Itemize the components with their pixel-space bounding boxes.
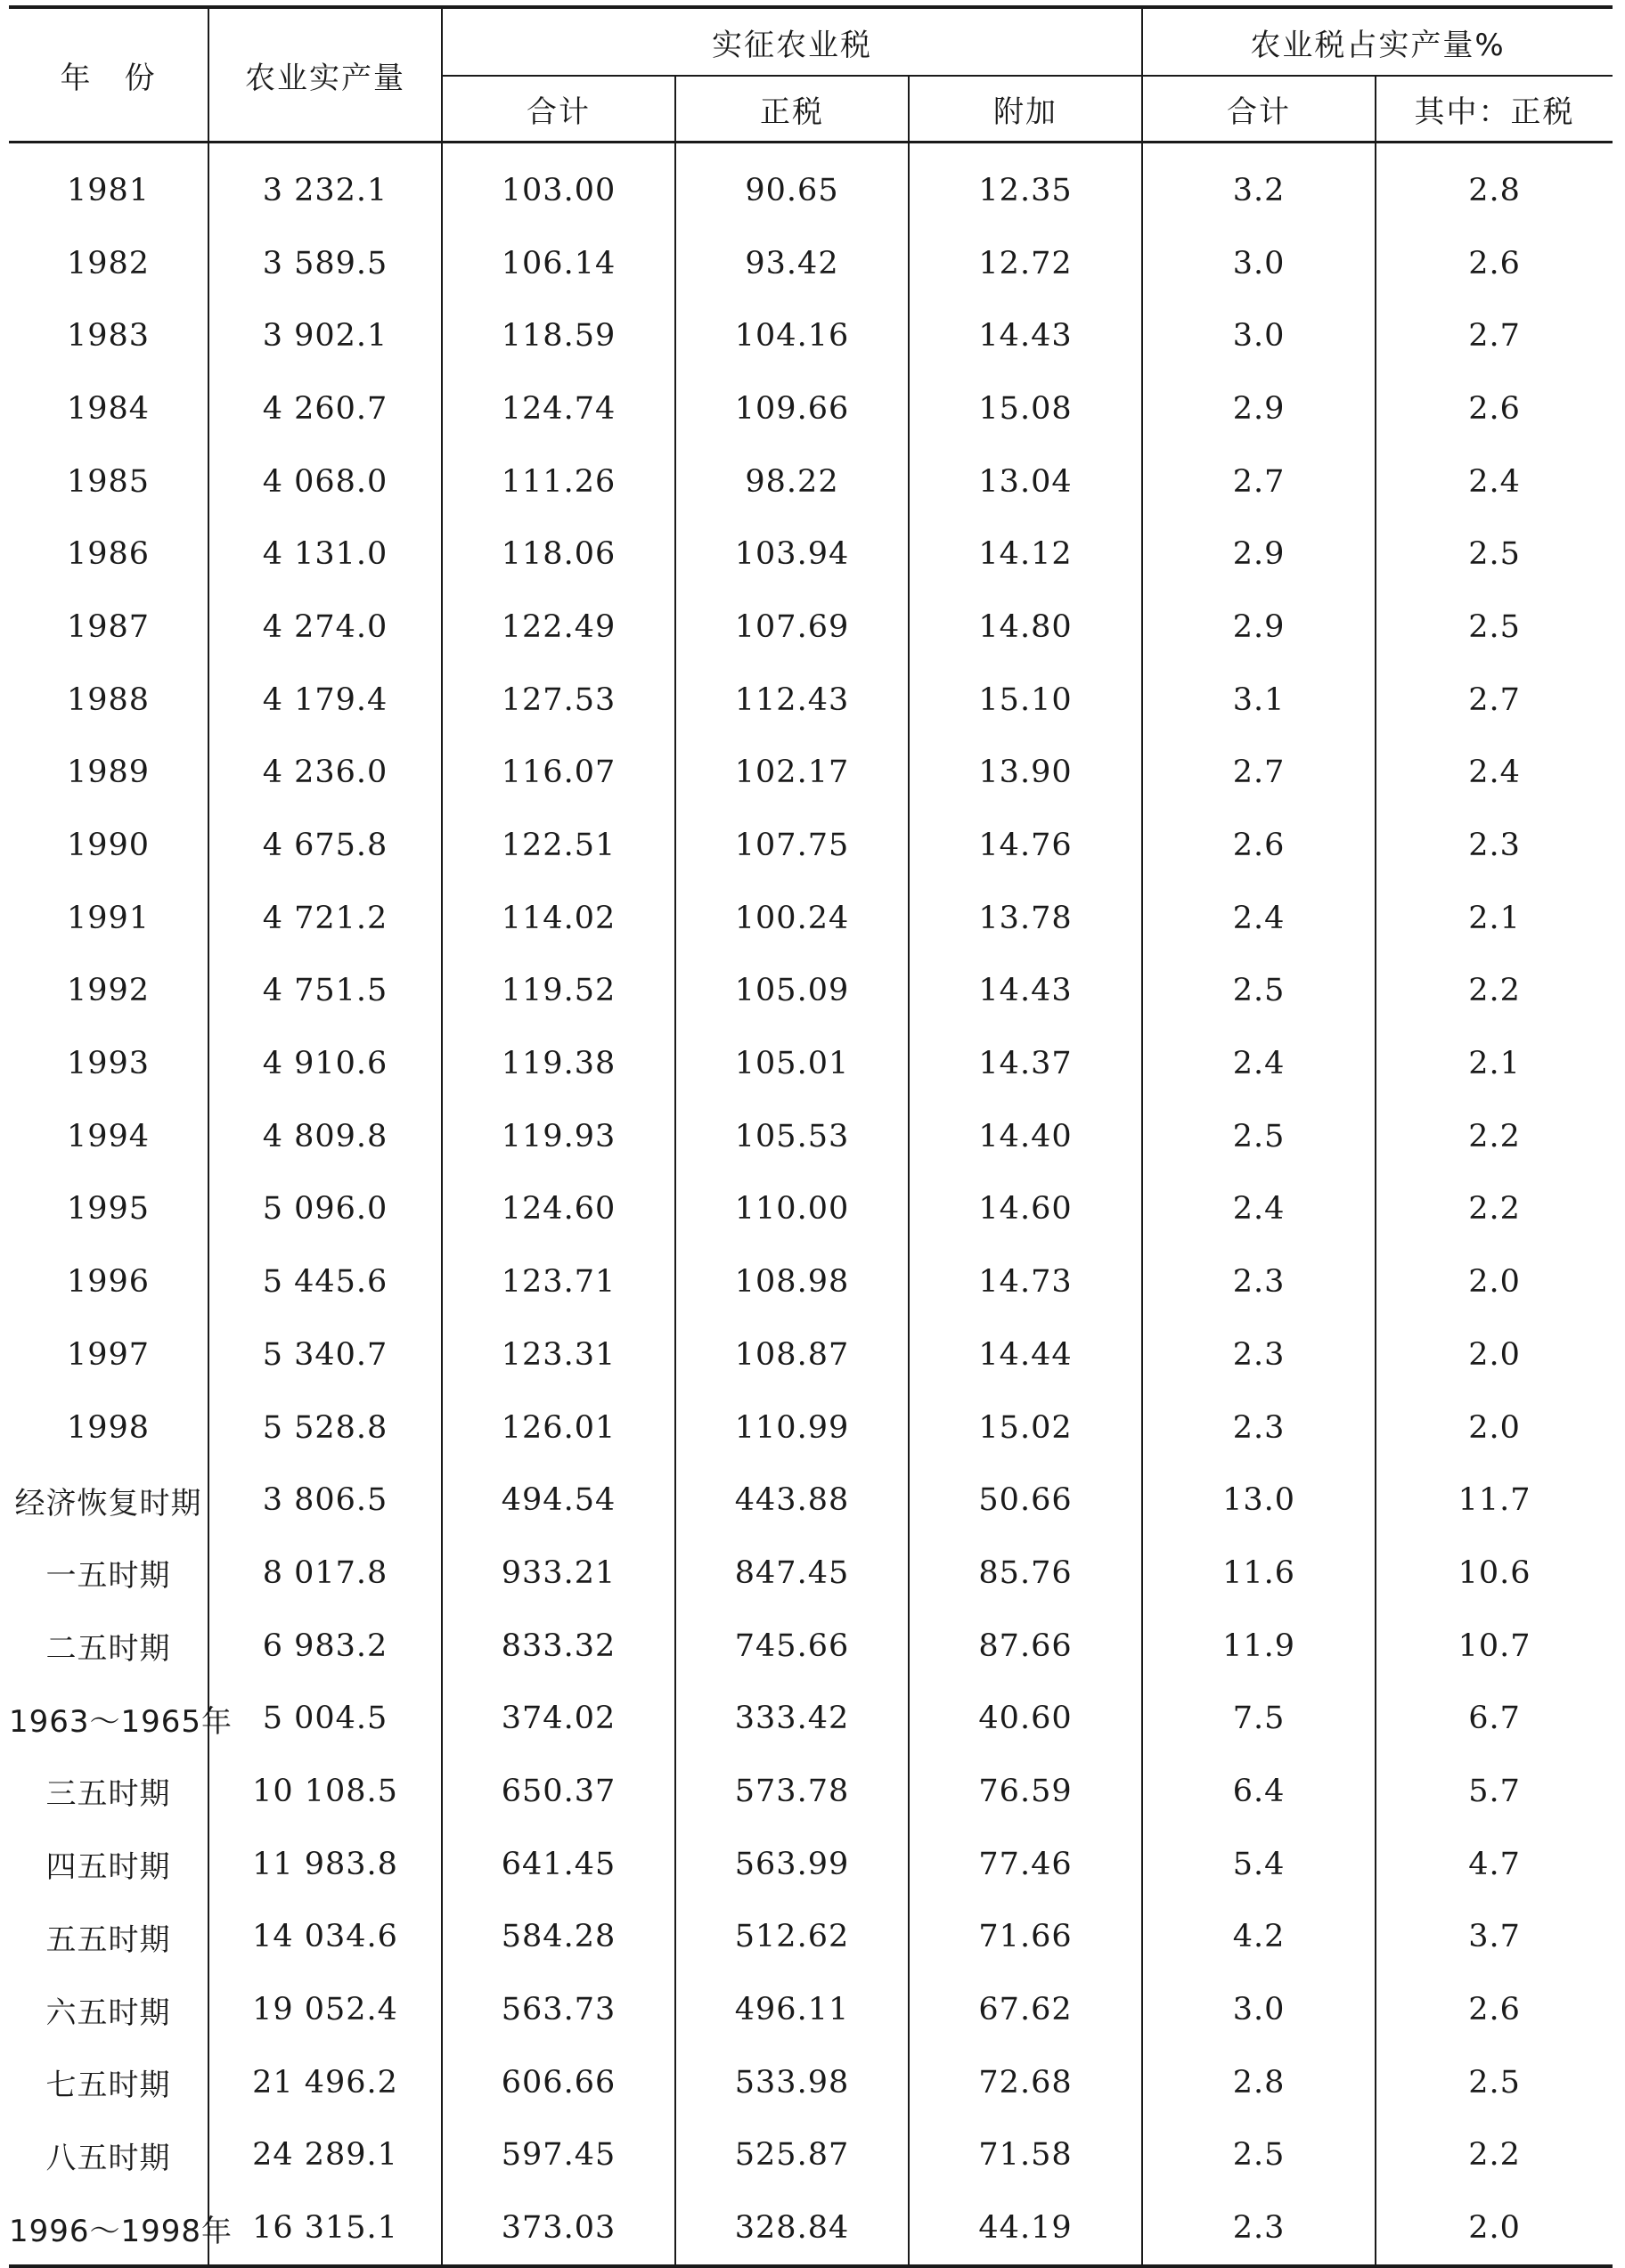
table-row bbox=[9, 518, 1613, 591]
tax-main-cell: 847.45 bbox=[675, 1537, 909, 1610]
pct-total-cell: 5.4 bbox=[1142, 1828, 1376, 1901]
tax-total-cell: 119.38 bbox=[442, 1027, 675, 1100]
year-label-cell: 1996～1998年 bbox=[9, 2213, 233, 2249]
tax-surcharge-cell: 40.60 bbox=[909, 1682, 1142, 1755]
tax-total-cell: 124.74 bbox=[442, 372, 675, 445]
pct-total-cell: 11.6 bbox=[1142, 1537, 1376, 1610]
tax-main-cell: 90.65 bbox=[675, 143, 909, 227]
pct-main-cell: 2.2 bbox=[1376, 1100, 1613, 1173]
year-label-cell: 1984 bbox=[66, 390, 151, 427]
table-row bbox=[9, 1610, 1613, 1683]
agri-output-cell: 5 096.0 bbox=[208, 1173, 442, 1246]
tax-surcharge-cell: 12.72 bbox=[909, 227, 1142, 300]
pct-main-cell: 6.7 bbox=[1376, 1682, 1613, 1755]
pct-main-cell: 2.4 bbox=[1376, 737, 1613, 810]
year-label-cell: 五五时期 bbox=[45, 1921, 171, 1958]
table-row bbox=[9, 737, 1613, 810]
tax-main-cell: 745.66 bbox=[675, 1610, 909, 1683]
tax-main-cell: 102.17 bbox=[675, 737, 909, 810]
tax-surcharge-cell: 14.60 bbox=[909, 1173, 1142, 1246]
pct-main-cell: 2.4 bbox=[1376, 445, 1613, 518]
tax-total-cell: 119.93 bbox=[442, 1100, 675, 1173]
pct-total-cell: 2.3 bbox=[1142, 1245, 1376, 1318]
header-agri-output: 农业实产量 bbox=[208, 7, 442, 143]
table-row bbox=[9, 2191, 1613, 2266]
table-row bbox=[9, 445, 1613, 518]
tax-main-cell: 93.42 bbox=[675, 227, 909, 300]
tax-main-cell: 100.24 bbox=[675, 882, 909, 955]
pct-total-cell: 11.9 bbox=[1142, 1610, 1376, 1683]
pct-main-cell: 2.0 bbox=[1376, 1391, 1613, 1464]
table-header bbox=[9, 7, 1613, 143]
agri-output-cell: 4 260.7 bbox=[208, 372, 442, 445]
year-label-cell: 1988 bbox=[66, 681, 151, 718]
table-row bbox=[9, 1828, 1613, 1901]
tax-total-cell: 126.01 bbox=[442, 1391, 675, 1464]
table-row bbox=[9, 143, 1613, 227]
agri-output-cell: 14 034.6 bbox=[208, 1901, 442, 1974]
tax-total-cell: 106.14 bbox=[442, 227, 675, 300]
year-label-cell: 1982 bbox=[66, 245, 151, 281]
tax-total-cell: 374.02 bbox=[442, 1682, 675, 1755]
tax-main-cell: 512.62 bbox=[675, 1901, 909, 1974]
agri-output-cell: 4 236.0 bbox=[208, 737, 442, 810]
pct-main-cell: 2.1 bbox=[1376, 882, 1613, 955]
tax-total-cell: 119.52 bbox=[442, 955, 675, 1028]
pct-total-cell: 7.5 bbox=[1142, 1682, 1376, 1755]
agri-output-cell: 11 983.8 bbox=[208, 1828, 442, 1901]
agri-output-cell: 3 589.5 bbox=[208, 227, 442, 300]
pct-main-cell: 10.7 bbox=[1376, 1610, 1613, 1683]
tax-surcharge-cell: 71.66 bbox=[909, 1901, 1142, 1974]
year-label-cell: 1995 bbox=[66, 1191, 151, 1228]
agri-output-cell: 8 017.8 bbox=[208, 1537, 442, 1610]
agri-output-cell: 16 315.1 bbox=[208, 2191, 442, 2266]
tax-main-cell: 112.43 bbox=[675, 664, 909, 737]
agri-output-cell: 5 445.6 bbox=[208, 1245, 442, 1318]
pct-total-cell: 2.4 bbox=[1142, 1173, 1376, 1246]
tax-total-cell: 122.51 bbox=[442, 809, 675, 882]
tax-total-cell: 650.37 bbox=[442, 1755, 675, 1828]
year-label-cell: 四五时期 bbox=[45, 1849, 171, 1886]
table-row bbox=[9, 372, 1613, 445]
pct-main-cell: 2.2 bbox=[1376, 2119, 1613, 2192]
table-row bbox=[9, 1682, 1613, 1755]
pct-total-cell: 13.0 bbox=[1142, 1464, 1376, 1537]
tax-total-cell: 123.31 bbox=[442, 1318, 675, 1391]
table-body bbox=[9, 143, 1613, 2266]
tax-surcharge-cell: 14.12 bbox=[909, 518, 1142, 591]
pct-total-cell: 2.9 bbox=[1142, 518, 1376, 591]
pct-total-cell: 4.2 bbox=[1142, 1901, 1376, 1974]
tax-main-cell: 110.00 bbox=[675, 1173, 909, 1246]
tax-surcharge-cell: 87.66 bbox=[909, 1610, 1142, 1683]
pct-total-cell: 3.1 bbox=[1142, 664, 1376, 737]
tax-total-cell: 118.06 bbox=[442, 518, 675, 591]
pct-total-cell: 2.4 bbox=[1142, 1027, 1376, 1100]
year-label-cell: 1986 bbox=[66, 536, 151, 573]
tax-surcharge-cell: 15.10 bbox=[909, 664, 1142, 737]
tax-main-cell: 103.94 bbox=[675, 518, 909, 591]
table-row bbox=[9, 809, 1613, 882]
pct-main-cell: 2.2 bbox=[1376, 1173, 1613, 1246]
agri-output-cell: 21 496.2 bbox=[208, 2046, 442, 2119]
tax-main-cell: 108.98 bbox=[675, 1245, 909, 1318]
tax-total-cell: 124.60 bbox=[442, 1173, 675, 1246]
pct-total-cell: 2.4 bbox=[1142, 882, 1376, 955]
tax-surcharge-cell: 71.58 bbox=[909, 2119, 1142, 2192]
tax-total-cell: 118.59 bbox=[442, 299, 675, 372]
tax-main-cell: 328.84 bbox=[675, 2191, 909, 2266]
pct-main-cell: 2.8 bbox=[1376, 143, 1613, 227]
pct-main-cell: 11.7 bbox=[1376, 1464, 1613, 1537]
tax-surcharge-cell: 12.35 bbox=[909, 143, 1142, 227]
tax-total-cell: 122.49 bbox=[442, 591, 675, 664]
agri-output-cell: 24 289.1 bbox=[208, 2119, 442, 2192]
pct-total-cell: 2.3 bbox=[1142, 2191, 1376, 2266]
pct-main-cell: 2.6 bbox=[1376, 227, 1613, 300]
tax-surcharge-cell: 14.76 bbox=[909, 809, 1142, 882]
year-label-cell: 1992 bbox=[66, 973, 151, 1009]
tax-total-cell: 933.21 bbox=[442, 1537, 675, 1610]
table-row bbox=[9, 1973, 1613, 2046]
pct-total-cell: 3.0 bbox=[1142, 227, 1376, 300]
tax-surcharge-cell: 72.68 bbox=[909, 2046, 1142, 2119]
pct-total-cell: 2.5 bbox=[1142, 1100, 1376, 1173]
pct-total-cell: 2.7 bbox=[1142, 737, 1376, 810]
table-row bbox=[9, 1391, 1613, 1464]
agri-output-cell: 6 983.2 bbox=[208, 1610, 442, 1683]
tax-total-cell: 116.07 bbox=[442, 737, 675, 810]
agri-output-cell: 4 809.8 bbox=[208, 1100, 442, 1173]
header-tax-main: 正税 bbox=[675, 76, 909, 143]
agri-output-cell: 19 052.4 bbox=[208, 1973, 442, 2046]
year-label-cell: 1991 bbox=[66, 900, 151, 936]
pct-main-cell: 5.7 bbox=[1376, 1755, 1613, 1828]
pct-main-cell: 2.1 bbox=[1376, 1027, 1613, 1100]
table-row bbox=[9, 1027, 1613, 1100]
table-row bbox=[9, 2046, 1613, 2119]
tax-total-cell: 833.32 bbox=[442, 1610, 675, 1683]
year-label-cell: 1987 bbox=[66, 608, 151, 645]
tax-surcharge-cell: 14.43 bbox=[909, 955, 1142, 1028]
tax-main-cell: 333.42 bbox=[675, 1682, 909, 1755]
tax-main-cell: 496.11 bbox=[675, 1973, 909, 2046]
tax-main-cell: 443.88 bbox=[675, 1464, 909, 1537]
year-label-cell: 1985 bbox=[66, 463, 151, 500]
agri-output-cell: 4 274.0 bbox=[208, 591, 442, 664]
tax-total-cell: 584.28 bbox=[442, 1901, 675, 1974]
agri-output-cell: 5 340.7 bbox=[208, 1318, 442, 1391]
tax-surcharge-cell: 14.37 bbox=[909, 1027, 1142, 1100]
tax-main-cell: 98.22 bbox=[675, 445, 909, 518]
pct-main-cell: 2.2 bbox=[1376, 955, 1613, 1028]
tax-main-cell: 110.99 bbox=[675, 1391, 909, 1464]
tax-surcharge-cell: 13.78 bbox=[909, 882, 1142, 955]
tax-surcharge-cell: 14.80 bbox=[909, 591, 1142, 664]
tax-surcharge-cell: 15.08 bbox=[909, 372, 1142, 445]
agri-output-cell: 4 068.0 bbox=[208, 445, 442, 518]
table-row bbox=[9, 1755, 1613, 1828]
tax-main-cell: 563.99 bbox=[675, 1828, 909, 1901]
tax-total-cell: 563.73 bbox=[442, 1973, 675, 2046]
tax-surcharge-cell: 13.04 bbox=[909, 445, 1142, 518]
tax-surcharge-cell: 14.40 bbox=[909, 1100, 1142, 1173]
pct-total-cell: 6.4 bbox=[1142, 1755, 1376, 1828]
table-row bbox=[9, 1318, 1613, 1391]
pct-main-cell: 3.7 bbox=[1376, 1901, 1613, 1974]
pct-main-cell: 2.5 bbox=[1376, 2046, 1613, 2119]
tax-total-cell: 114.02 bbox=[442, 882, 675, 955]
pct-main-cell: 2.0 bbox=[1376, 2191, 1613, 2266]
agri-output-cell: 4 675.8 bbox=[208, 809, 442, 882]
table-row bbox=[9, 664, 1613, 737]
year-label-cell: 1990 bbox=[66, 828, 151, 864]
tax-total-cell: 641.45 bbox=[442, 1828, 675, 1901]
tax-main-cell: 104.16 bbox=[675, 299, 909, 372]
year-label-cell: 1998 bbox=[66, 1409, 151, 1446]
tax-surcharge-cell: 13.90 bbox=[909, 737, 1142, 810]
pct-main-cell: 2.6 bbox=[1376, 372, 1613, 445]
header-year: 年 份 bbox=[9, 7, 208, 143]
pct-total-cell: 2.3 bbox=[1142, 1318, 1376, 1391]
year-label-cell: 1994 bbox=[66, 1118, 151, 1154]
tax-surcharge-cell: 76.59 bbox=[909, 1755, 1142, 1828]
tax-surcharge-cell: 85.76 bbox=[909, 1537, 1142, 1610]
table-row bbox=[9, 2119, 1613, 2192]
tax-surcharge-cell: 14.43 bbox=[909, 299, 1142, 372]
pct-total-cell: 3.0 bbox=[1142, 299, 1376, 372]
tax-main-cell: 105.09 bbox=[675, 955, 909, 1028]
year-label-cell: 三五时期 bbox=[45, 1776, 171, 1813]
agri-output-cell: 5 528.8 bbox=[208, 1391, 442, 1464]
pct-main-cell: 2.5 bbox=[1376, 591, 1613, 664]
header-pct-main: 其中：正税 bbox=[1376, 76, 1613, 143]
table-row bbox=[9, 1464, 1613, 1537]
pct-total-cell: 2.9 bbox=[1142, 372, 1376, 445]
tax-total-cell: 373.03 bbox=[442, 2191, 675, 2266]
pct-main-cell: 2.0 bbox=[1376, 1318, 1613, 1391]
pct-total-cell: 2.9 bbox=[1142, 591, 1376, 664]
pct-main-cell: 4.7 bbox=[1376, 1828, 1613, 1901]
pct-total-cell: 2.5 bbox=[1142, 2119, 1376, 2192]
table-row bbox=[9, 299, 1613, 372]
year-label-cell: 1989 bbox=[66, 755, 151, 791]
agri-output-cell: 3 232.1 bbox=[208, 143, 442, 227]
tax-surcharge-cell: 77.46 bbox=[909, 1828, 1142, 1901]
pct-main-cell: 2.3 bbox=[1376, 809, 1613, 882]
pct-total-cell: 2.7 bbox=[1142, 445, 1376, 518]
pct-main-cell: 2.0 bbox=[1376, 1245, 1613, 1318]
agri-output-cell: 3 806.5 bbox=[208, 1464, 442, 1537]
tax-main-cell: 533.98 bbox=[675, 2046, 909, 2119]
header-tax-share-group: 农业税占实产量% bbox=[1142, 7, 1613, 76]
tax-surcharge-cell: 14.44 bbox=[909, 1318, 1142, 1391]
tax-main-cell: 107.75 bbox=[675, 809, 909, 882]
pct-main-cell: 2.7 bbox=[1376, 664, 1613, 737]
tax-main-cell: 107.69 bbox=[675, 591, 909, 664]
table-row bbox=[9, 955, 1613, 1028]
header-tax-surcharge: 附加 bbox=[909, 76, 1142, 143]
agri-output-cell: 4 131.0 bbox=[208, 518, 442, 591]
year-label-cell: 二五时期 bbox=[45, 1631, 171, 1668]
agri-output-cell: 4 721.2 bbox=[208, 882, 442, 955]
pct-total-cell: 2.5 bbox=[1142, 955, 1376, 1028]
table-row bbox=[9, 1537, 1613, 1610]
year-label-cell: 八五时期 bbox=[45, 2140, 171, 2176]
agri-output-cell: 3 902.1 bbox=[208, 299, 442, 372]
pct-total-cell: 2.6 bbox=[1142, 809, 1376, 882]
agri-output-cell: 4 179.4 bbox=[208, 664, 442, 737]
tax-main-cell: 525.87 bbox=[675, 2119, 909, 2192]
tax-main-cell: 573.78 bbox=[675, 1755, 909, 1828]
pct-total-cell: 2.8 bbox=[1142, 2046, 1376, 2119]
table-row bbox=[9, 1173, 1613, 1246]
tax-surcharge-cell: 14.73 bbox=[909, 1245, 1142, 1318]
agri-output-cell: 5 004.5 bbox=[208, 1682, 442, 1755]
pct-main-cell: 2.6 bbox=[1376, 1973, 1613, 2046]
tax-total-cell: 494.54 bbox=[442, 1464, 675, 1537]
pct-total-cell: 3.0 bbox=[1142, 1973, 1376, 2046]
header-pct-total: 合计 bbox=[1142, 76, 1376, 143]
year-label-cell: 1996 bbox=[66, 1264, 151, 1301]
tax-total-cell: 103.00 bbox=[442, 143, 675, 227]
pct-main-cell: 2.7 bbox=[1376, 299, 1613, 372]
tax-total-cell: 111.26 bbox=[442, 445, 675, 518]
year-label-cell: 1963～1965年 bbox=[9, 1703, 233, 1740]
year-label-cell: 七五时期 bbox=[45, 2068, 171, 2104]
tax-surcharge-cell: 15.02 bbox=[909, 1391, 1142, 1464]
tax-main-cell: 105.01 bbox=[675, 1027, 909, 1100]
year-label-cell: 经济恢复时期 bbox=[14, 1485, 202, 1522]
pct-total-cell: 3.2 bbox=[1142, 143, 1376, 227]
pct-main-cell: 10.6 bbox=[1376, 1537, 1613, 1610]
pct-main-cell: 2.5 bbox=[1376, 518, 1613, 591]
year-label-cell: 一五时期 bbox=[45, 1558, 171, 1595]
header-tax-collected-group: 实征农业税 bbox=[442, 7, 1142, 76]
table-row bbox=[9, 1901, 1613, 1974]
agricultural-tax-table bbox=[9, 5, 1613, 2268]
tax-main-cell: 108.87 bbox=[675, 1318, 909, 1391]
tax-total-cell: 606.66 bbox=[442, 2046, 675, 2119]
tax-total-cell: 127.53 bbox=[442, 664, 675, 737]
tax-main-cell: 109.66 bbox=[675, 372, 909, 445]
agri-output-cell: 4 910.6 bbox=[208, 1027, 442, 1100]
year-label-cell: 1983 bbox=[66, 318, 151, 355]
tax-total-cell: 597.45 bbox=[442, 2119, 675, 2192]
agri-output-cell: 10 108.5 bbox=[208, 1755, 442, 1828]
pct-total-cell: 2.3 bbox=[1142, 1391, 1376, 1464]
table-row bbox=[9, 882, 1613, 955]
tax-main-cell: 105.53 bbox=[675, 1100, 909, 1173]
tax-surcharge-cell: 50.66 bbox=[909, 1464, 1142, 1537]
table-row bbox=[9, 1245, 1613, 1318]
year-label-cell: 1981 bbox=[66, 172, 151, 208]
year-label-cell: 1997 bbox=[66, 1336, 151, 1373]
tax-total-cell: 123.71 bbox=[442, 1245, 675, 1318]
year-label-cell: 1993 bbox=[66, 1046, 151, 1082]
table-row bbox=[9, 227, 1613, 300]
year-label-cell: 六五时期 bbox=[45, 1995, 171, 2031]
tax-surcharge-cell: 44.19 bbox=[909, 2191, 1142, 2266]
table-row bbox=[9, 591, 1613, 664]
header-tax-total: 合计 bbox=[442, 76, 675, 143]
table-row bbox=[9, 1100, 1613, 1173]
agri-output-cell: 4 751.5 bbox=[208, 955, 442, 1028]
tax-surcharge-cell: 67.62 bbox=[909, 1973, 1142, 2046]
